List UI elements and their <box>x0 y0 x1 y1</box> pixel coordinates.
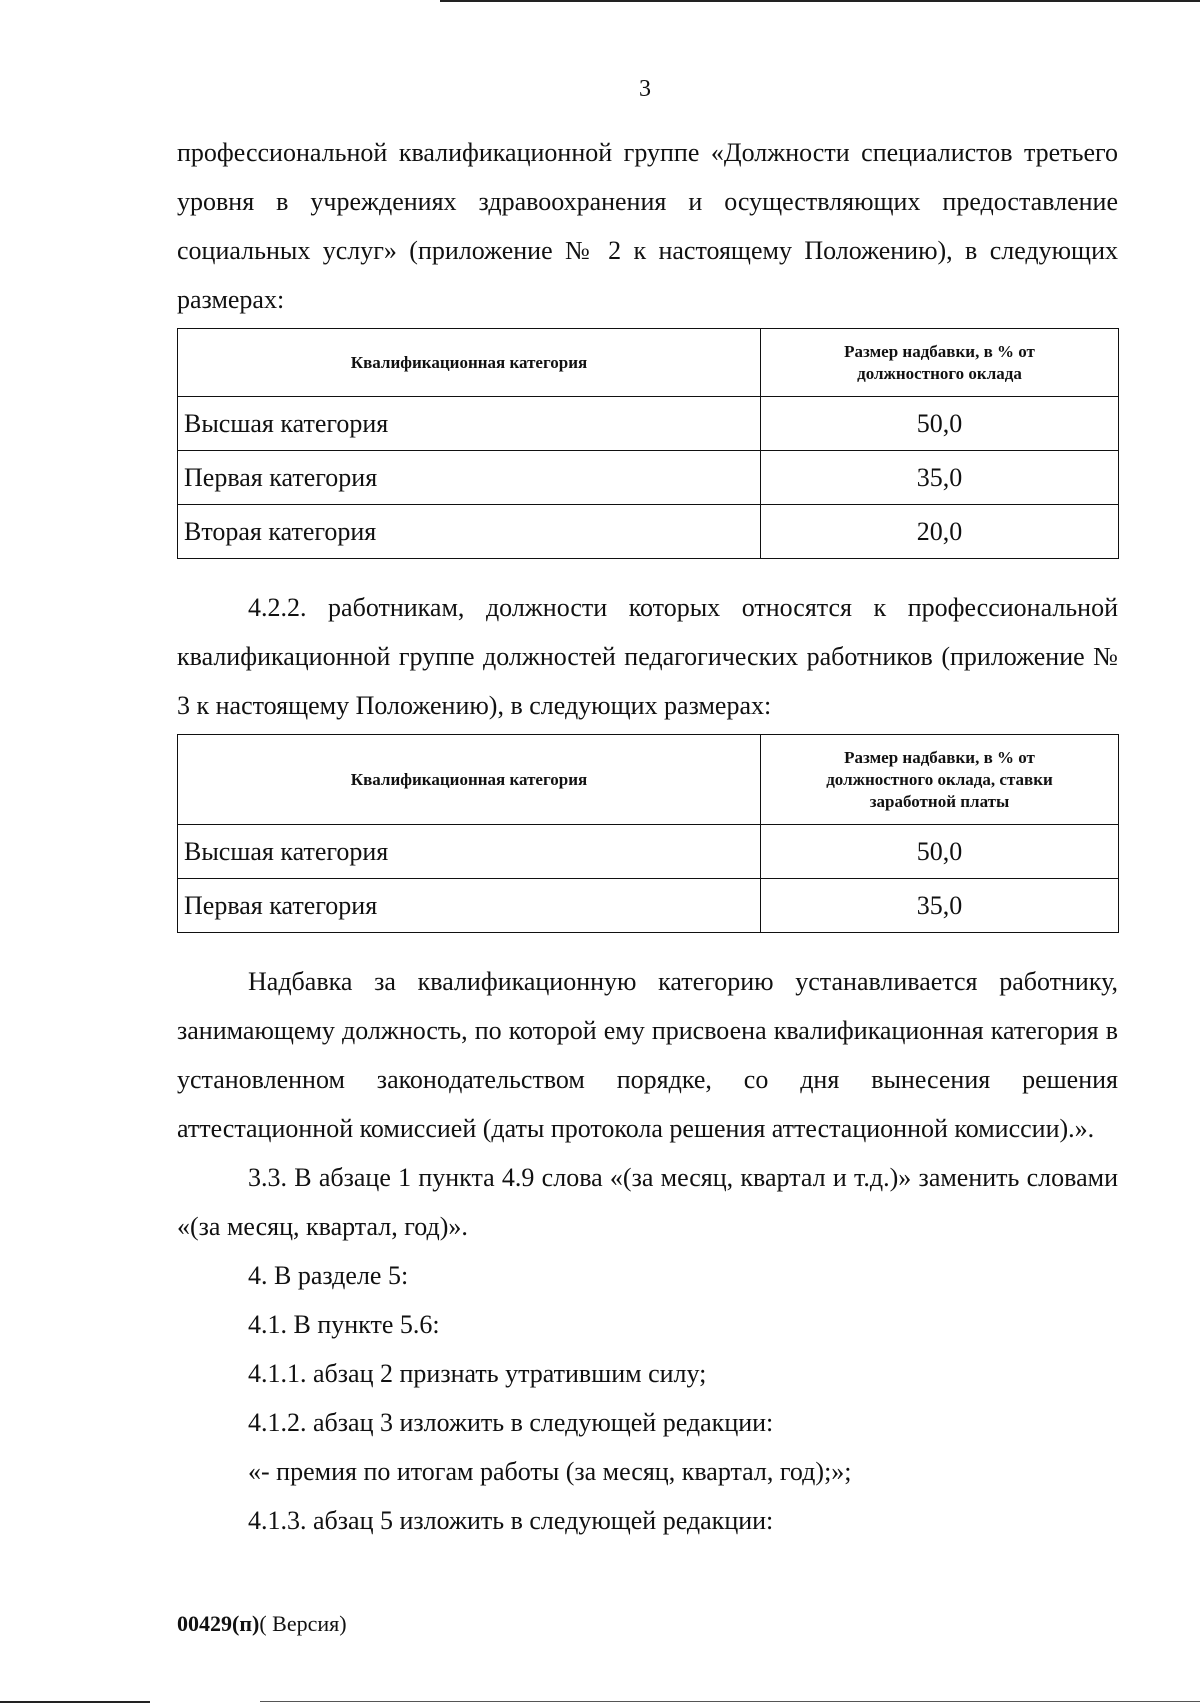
paragraph-4-1-2: 4.1.2. абзац 3 изложить в следующей редакции: <box>248 1408 774 1437</box>
table-row <box>178 879 1119 933</box>
table-row <box>178 451 1119 505</box>
paragraph-4-1-1: 4.1.1. абзац 2 признать утратившим силу; <box>248 1359 707 1388</box>
document-body <box>177 128 1118 1545</box>
paragraph-intro: профессиональной квалификационной группе «Должности специалистов третьего уровня в учреждениях здравоохранения и осуществляющих предоставление социальных услуг» (приложение № 2 к настоящему Положению), в следующих размерах: <box>177 138 1118 314</box>
table-cell-category: Первая категория <box>178 451 761 505</box>
table-cell-value: 50,0 <box>761 825 1119 879</box>
table-header-allowance: Размер надбавки, в % от должностного оклада, ставки заработной платы <box>761 735 1119 825</box>
table-header-category: Квалификационная категория <box>178 735 761 825</box>
allowance-table-1 <box>177 328 1119 559</box>
table-cell-value: 20,0 <box>761 505 1119 559</box>
table-cell-category: Первая категория <box>178 879 761 933</box>
paragraph-4-1-3: 4.1.3. абзац 5 изложить в следующей редакции: <box>248 1506 774 1535</box>
table-cell-value: 50,0 <box>761 397 1119 451</box>
paragraph-4-2-2: 4.2.2. работникам, должности которых относятся к профессиональной квалификационной группе должностей педагогических работников (приложение № 3 к настоящему Положению), в следующих размерах: <box>177 593 1118 720</box>
table-cell-value: 35,0 <box>761 451 1119 505</box>
table-cell-value: 35,0 <box>761 879 1119 933</box>
paragraph-allowance-rule: Надбавка за квалификационную категорию устанавливается работнику, занимающему должность, по которой ему присвоена квалификационная категория в установленном законодательством порядке, со дня вынесения решения аттестационной комиссией (даты протокола решения аттестационной комиссии).». <box>177 967 1118 1143</box>
table-cell-category: Высшая категория <box>178 397 761 451</box>
document-footer <box>177 1610 347 1638</box>
table-row <box>178 505 1119 559</box>
paragraph-4: 4. В разделе 5: <box>248 1261 409 1290</box>
paragraph-quote: «- премия по итогам работы (за месяц, квартал, год);»; <box>248 1457 852 1486</box>
table-header-row <box>178 735 1119 825</box>
scan-edge-line <box>440 0 1200 2</box>
table-row <box>178 397 1119 451</box>
paragraph-3-3: 3.3. В абзаце 1 пункта 4.9 слова «(за месяц, квартал и т.д.)» заменить словами «(за месяц, квартал, год)». <box>177 1163 1118 1241</box>
document-code: 00429(п) <box>177 1611 260 1636</box>
table-header-category: Квалификационная категория <box>178 329 761 397</box>
table-header-row <box>178 329 1119 397</box>
scan-edge-line-bottom <box>0 1701 150 1703</box>
document-version: ( Версия) <box>259 1611 347 1636</box>
allowance-table-2 <box>177 734 1119 933</box>
scan-edge-line-bottom-right <box>260 1701 1200 1702</box>
table-header-allowance: Размер надбавки, в % от должностного оклада <box>761 329 1119 397</box>
table-cell-category: Вторая категория <box>178 505 761 559</box>
table-cell-category: Высшая категория <box>178 825 761 879</box>
page-number: 3 <box>639 76 651 102</box>
paragraph-4-1: 4.1. В пункте 5.6: <box>248 1310 440 1339</box>
table-row <box>178 825 1119 879</box>
